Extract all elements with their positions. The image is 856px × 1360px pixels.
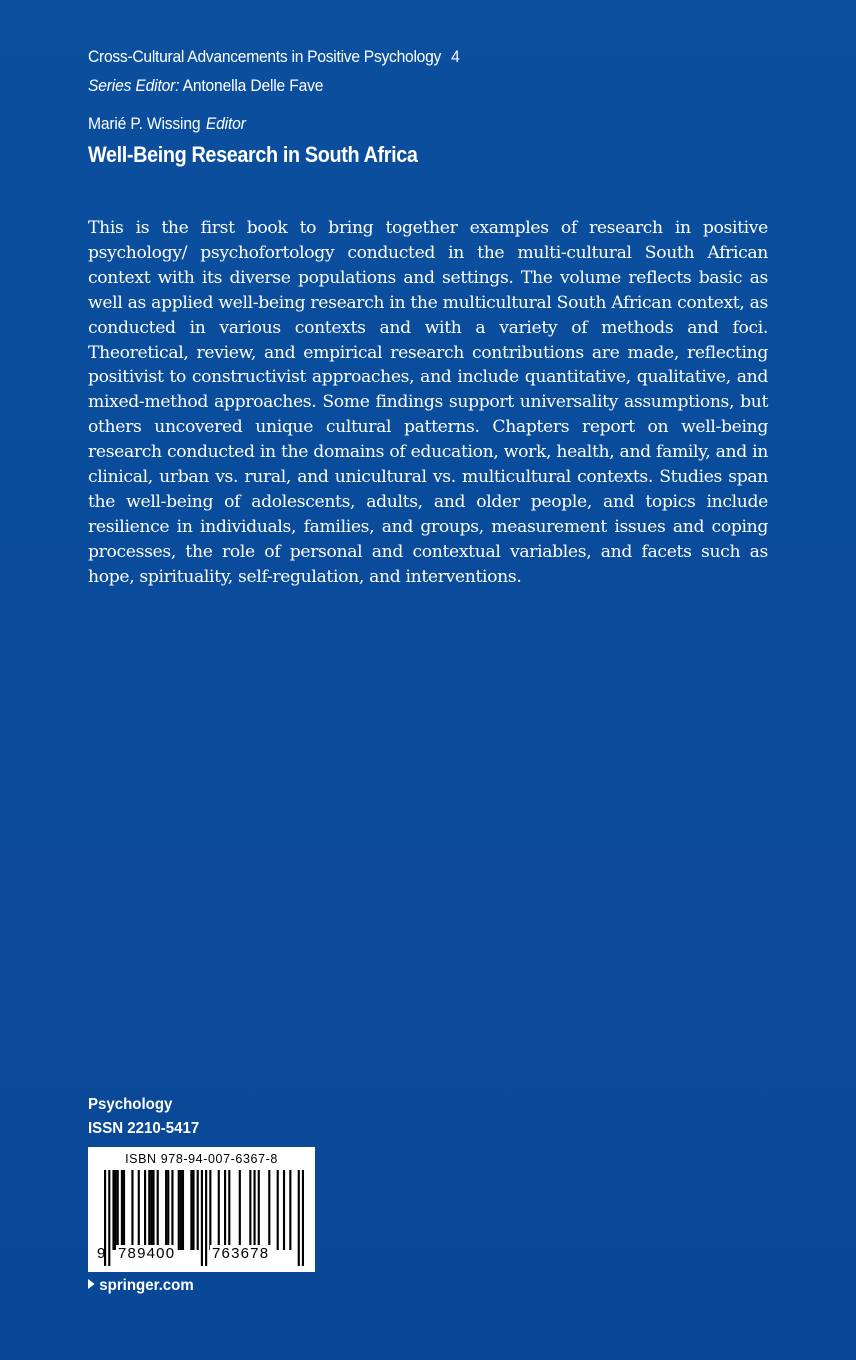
barcode-bar: [197, 1170, 199, 1250]
barcode-bar: [138, 1170, 140, 1250]
barcode-right-digits: 763678: [212, 1245, 270, 1262]
arrow-right-icon: [88, 1279, 95, 1289]
subject-category: Psychology: [88, 1096, 173, 1113]
barcode-bar: [218, 1170, 220, 1250]
barcode-bar: [131, 1170, 133, 1250]
series-number: 4: [451, 47, 460, 66]
barcode-bar: [249, 1170, 251, 1250]
barcode-bar: [258, 1170, 260, 1250]
barcode-bar: [148, 1170, 150, 1250]
barcode-bar: [171, 1170, 173, 1250]
barcode-bar: [192, 1170, 194, 1250]
series-heading: [88, 47, 460, 67]
barcode-bar: [268, 1170, 270, 1250]
issn: ISSN 2210-5417: [88, 1120, 200, 1137]
barcode-bar: [112, 1170, 114, 1250]
barcode-bar: [224, 1170, 226, 1250]
barcode-bar: [167, 1170, 169, 1250]
book-title: Well-Being Research in South Africa: [88, 142, 418, 167]
barcode-bar: [283, 1170, 285, 1250]
barcode-bar: [209, 1170, 211, 1250]
barcode-bar: [123, 1170, 125, 1250]
isbn-label: ISBN 978-94-007-6367-8: [125, 1152, 278, 1166]
barcode-bar: [150, 1170, 152, 1250]
barcode-bar: [253, 1170, 255, 1250]
barcode-bar: [115, 1170, 117, 1250]
barcode-bar: [289, 1170, 291, 1250]
barcode-bar: [121, 1170, 123, 1250]
book-editor-role: Editor: [205, 114, 246, 133]
series-editor-label: Series Editor:: [88, 76, 180, 95]
barcode-bar: [239, 1170, 241, 1250]
barcode-first-digit: 9: [97, 1245, 106, 1262]
barcode-bar: [157, 1170, 159, 1250]
barcode-bar: [144, 1170, 146, 1250]
book-editor: [88, 114, 246, 134]
series-editor: [88, 76, 323, 96]
website-link[interactable]: [88, 1277, 194, 1295]
barcode-bar: [178, 1170, 180, 1250]
barcode-digits: [88, 1245, 315, 1269]
barcode-bar: [165, 1170, 167, 1250]
barcode-bar: [117, 1170, 119, 1250]
book-description: This is the first book to bring together examples of research in positive psychology/ psychofortology conducted in the multi-cultural South African context with its diverse populations and settings. The volume reflects basic as well as applied well-being research in the multicultural South African context, as conducted in various contexts and with a variety of methods and foci. Theoretical, review, and empirical research contributions are made, reflecting positivist to constructivist approaches, and include quantitative, qualitative, and mixed-method approaches. Some findings support universality assumptions, but others uncovered unique cultural patterns. Chapters report on well-being research conducted in the domains of education, work, health, and family, and in clinical, urban vs. rural, and unicultural vs. multicultural contexts. Studies span the well-being of adolescents, adults, and older people, and topics include resilience in individuals, families, and groups, measurement issues and coping processes, the role of personal and contextual variables, and facets such as hope, spirituality, self-regulation, and interventions.: [88, 218, 768, 587]
barcode-bar: [228, 1170, 230, 1250]
barcode-bar: [190, 1170, 192, 1250]
barcode-bar: [180, 1170, 182, 1250]
isbn-barcode: [88, 1147, 315, 1272]
barcode-bar: [182, 1170, 184, 1250]
series-editor-name: Antonella Delle Fave: [182, 76, 324, 95]
series-title: Cross-Cultural Advancements in Positive Psychology: [88, 47, 442, 66]
barcode-bar: [152, 1170, 154, 1250]
website-url: springer.com: [99, 1277, 194, 1294]
book-editor-name: Marié P. Wissing: [88, 114, 201, 133]
barcode-left-digits: 789400: [118, 1245, 176, 1262]
barcode-bar: [277, 1170, 279, 1250]
